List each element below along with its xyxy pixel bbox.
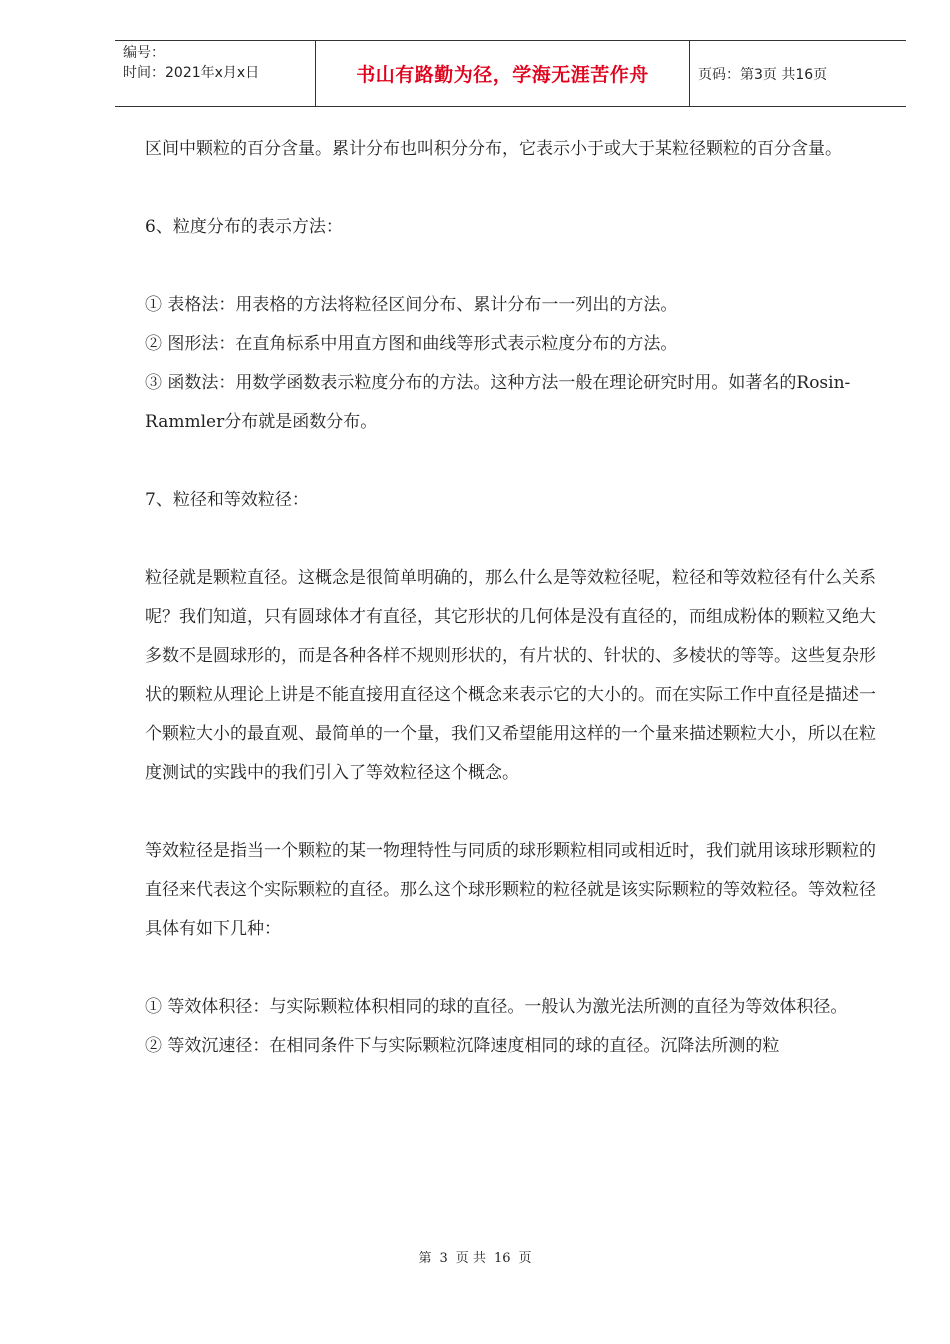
paragraph-equivalent-size: 等效粒径是指当一个颗粒的某一物理特性与同质的球形颗粒相同或相近时，我们就用该球形颗粒的直径来代表这个实际颗粒的直径。那么这个球形颗粒的粒径就是该实际颗粒的等效粒径。等效粒径具体有如下几种： bbox=[145, 841, 876, 939]
footer-prefix: 第 bbox=[418, 1251, 432, 1266]
header-id-label: 编号： bbox=[123, 45, 165, 61]
list-item-table-method: ① 表格法：用表格的方法将粒径区间分布、累计分布一一列出的方法。 bbox=[145, 295, 678, 315]
paragraph-continuation: 区间中颗粒的百分含量。累计分布也叫积分分布，它表示小于或大于某粒径颗粒的百分含量。 bbox=[145, 139, 842, 159]
header-page-label: 页码：第3页 共16页 bbox=[698, 66, 828, 83]
header-time-label: 时间：2021年x月x日 bbox=[123, 65, 260, 81]
footer-suffix: 页 bbox=[518, 1251, 532, 1266]
list-item-function-method: ③ 函数法：用数学函数表示粒度分布的方法。这种方法一般在理论研究时用。如著名的Rosin-Rammler分布就是函数分布。 bbox=[145, 373, 851, 432]
section-heading-7: 7、粒径和等效粒径： bbox=[145, 490, 309, 510]
footer-mid: 页 共 bbox=[455, 1251, 486, 1266]
page-header bbox=[115, 40, 906, 107]
list-item-volume-diameter: ① 等效体积径：与实际颗粒体积相同的球的直径。一般认为激光法所测的直径为等效体积径。 bbox=[145, 997, 848, 1017]
list-item-settling-diameter: ② 等效沉速径：在相同条件下与实际颗粒沉降速度相同的球的直径。沉降法所测的粒 bbox=[145, 1036, 780, 1056]
header-meta bbox=[115, 41, 316, 106]
header-motto: 书山有路勤为径，学海无涯苦作舟 bbox=[316, 41, 690, 106]
document-body bbox=[145, 130, 880, 1066]
list-item-graph-method: ② 图形法：在直角标系中用直方图和曲线等形式表示粒度分布的方法。 bbox=[145, 334, 678, 354]
footer-page-total: 16 bbox=[493, 1251, 511, 1266]
paragraph-particle-size: 粒径就是颗粒直径。这概念是很简单明确的，那么什么是等效粒径呢，粒径和等效粒径有什么关系呢？我们知道，只有圆球体才有直径，其它形状的几何体是没有直径的，而组成粉体的颗粒又绝大多数不是圆球形的，而是各种各样不规则形状的，有片状的、针状的、多棱状的等等。这些复杂形状的颗粒从理论上讲是不能直接用直径这个概念来表示它的大小的。而在实际工作中直径是描述一个颗粒大小的最直观、最简单的一个量，我们又希望能用这样的一个量来描述颗粒大小，所以在粒度测试的实践中的我们引入了等效粒径这个概念。 bbox=[145, 568, 876, 783]
footer-page-number: 3 bbox=[439, 1251, 448, 1266]
page-footer bbox=[0, 1247, 950, 1266]
section-heading-6: 6、粒度分布的表示方法： bbox=[145, 217, 343, 237]
